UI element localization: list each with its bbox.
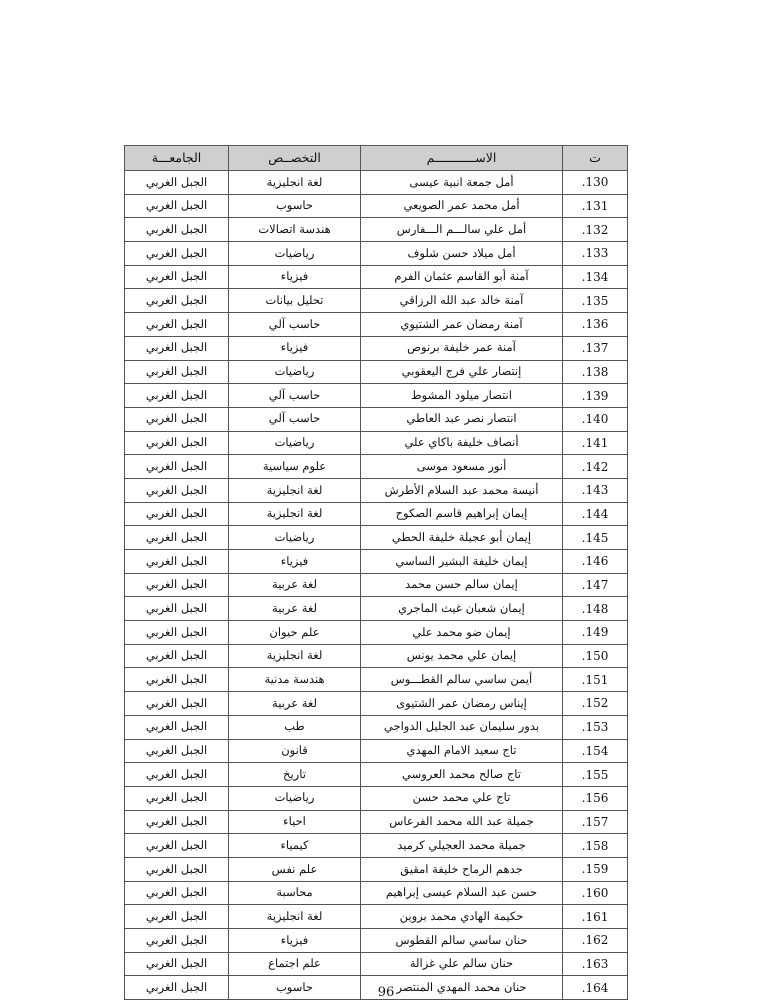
table-row	[125, 810, 628, 834]
table-row	[125, 929, 628, 953]
row-name: جميلة محمد العجيلي كرميد	[361, 834, 563, 858]
row-specialization: هندسة اتصالات	[229, 218, 361, 242]
row-name: انتصار نصر عبد العاطي	[361, 407, 563, 431]
row-university: الجبل الغربي	[125, 478, 229, 502]
row-number: .137	[563, 336, 628, 360]
table-row	[125, 194, 628, 218]
row-university: الجبل الغربي	[125, 834, 229, 858]
table-row	[125, 834, 628, 858]
row-number: .160	[563, 881, 628, 905]
row-university: الجبل الغربي	[125, 526, 229, 550]
table-row	[125, 763, 628, 787]
row-university: الجبل الغربي	[125, 573, 229, 597]
row-name: أنصاف خليفة باكاي علي	[361, 431, 563, 455]
row-name: أمل ميلاد حسن شلوف	[361, 242, 563, 266]
table-row	[125, 502, 628, 526]
row-name: أنور مسعود موسى	[361, 455, 563, 479]
header-specialization: التخصــص	[229, 146, 361, 171]
table-row	[125, 644, 628, 668]
row-number: .162	[563, 929, 628, 953]
row-university: الجبل الغربي	[125, 265, 229, 289]
row-university: الجبل الغربي	[125, 857, 229, 881]
row-number: .157	[563, 810, 628, 834]
row-university: الجبل الغربي	[125, 384, 229, 408]
row-number: .145	[563, 526, 628, 550]
row-specialization: لغة عربية	[229, 597, 361, 621]
row-specialization: تحليل بيانات	[229, 289, 361, 313]
table-row	[125, 455, 628, 479]
row-name: انتصار ميلود المشوط	[361, 384, 563, 408]
row-name: إيمان أبو عجيلة خليفة الحطي	[361, 526, 563, 550]
row-name: إيمان إبراهيم قاسم الصكوح	[361, 502, 563, 526]
row-number: .150	[563, 644, 628, 668]
row-university: الجبل الغربي	[125, 455, 229, 479]
row-university: الجبل الغربي	[125, 431, 229, 455]
row-number: .159	[563, 857, 628, 881]
row-university: الجبل الغربي	[125, 289, 229, 313]
table-row	[125, 384, 628, 408]
row-name: تاج صالح محمد العروسي	[361, 763, 563, 787]
table-row	[125, 573, 628, 597]
row-university: الجبل الغربي	[125, 668, 229, 692]
row-university: الجبل الغربي	[125, 550, 229, 574]
row-specialization: حاسب آلي	[229, 407, 361, 431]
table-row	[125, 715, 628, 739]
row-number: .140	[563, 407, 628, 431]
table-row	[125, 739, 628, 763]
row-specialization: تاريخ	[229, 763, 361, 787]
header-number: ت	[563, 146, 628, 171]
row-specialization: هندسة مدنية	[229, 668, 361, 692]
row-name: تاج سعيد الامام المهدي	[361, 739, 563, 763]
row-number: .154	[563, 739, 628, 763]
row-number: .138	[563, 360, 628, 384]
row-number: .164	[563, 976, 628, 1000]
row-number: .143	[563, 478, 628, 502]
header-name: الاســـــــــــم	[361, 146, 563, 171]
row-university: الجبل الغربي	[125, 360, 229, 384]
row-university: الجبل الغربي	[125, 715, 229, 739]
row-number: .130	[563, 171, 628, 195]
row-name: إنتصار علي فرج اليعقوبي	[361, 360, 563, 384]
row-specialization: لغة انجليزية	[229, 171, 361, 195]
row-specialization: علم حيوان	[229, 621, 361, 645]
table-row	[125, 313, 628, 337]
row-number: .151	[563, 668, 628, 692]
row-name: بدور سليمان عبد الجليل الدواجي	[361, 715, 563, 739]
row-specialization: لغة عربية	[229, 573, 361, 597]
row-name: آمنة رمضان عمر الشتيوي	[361, 313, 563, 337]
row-name: إيمان سالم حسن محمد	[361, 573, 563, 597]
row-specialization: حاسوب	[229, 194, 361, 218]
table-row	[125, 786, 628, 810]
table-row	[125, 905, 628, 929]
row-university: الجبل الغربي	[125, 218, 229, 242]
table-row	[125, 265, 628, 289]
table-row	[125, 857, 628, 881]
row-specialization: علوم سياسية	[229, 455, 361, 479]
row-university: الجبل الغربي	[125, 739, 229, 763]
row-number: .135	[563, 289, 628, 313]
table-row	[125, 952, 628, 976]
row-name: إيناس رمضان عمر الشتيوى	[361, 692, 563, 716]
row-specialization: علم اجتماع	[229, 952, 361, 976]
row-university: الجبل الغربي	[125, 881, 229, 905]
row-university: الجبل الغربي	[125, 313, 229, 337]
row-specialization: حاسوب	[229, 976, 361, 1000]
row-university: الجبل الغربي	[125, 336, 229, 360]
row-specialization: رياضيات	[229, 360, 361, 384]
row-university: الجبل الغربي	[125, 763, 229, 787]
row-name: أمل محمد عمر الصويعي	[361, 194, 563, 218]
row-specialization: قانون	[229, 739, 361, 763]
table-row	[125, 289, 628, 313]
row-number: .146	[563, 550, 628, 574]
row-university: الجبل الغربي	[125, 407, 229, 431]
table-body	[125, 171, 628, 1000]
table-row	[125, 881, 628, 905]
row-specialization: رياضيات	[229, 242, 361, 266]
row-number: .131	[563, 194, 628, 218]
row-specialization: رياضيات	[229, 526, 361, 550]
row-university: الجبل الغربي	[125, 242, 229, 266]
row-university: الجبل الغربي	[125, 692, 229, 716]
table-row	[125, 171, 628, 195]
table-row	[125, 431, 628, 455]
student-roster-table	[124, 145, 628, 1000]
row-name: إيمان خليفة البشير الساسي	[361, 550, 563, 574]
row-university: الجبل الغربي	[125, 194, 229, 218]
row-number: .147	[563, 573, 628, 597]
table-row	[125, 550, 628, 574]
row-name: جدهم الرماح خليفة امقيق	[361, 857, 563, 881]
row-university: الجبل الغربي	[125, 644, 229, 668]
row-specialization: فيزياء	[229, 929, 361, 953]
header-university: الجامعـــة	[125, 146, 229, 171]
row-number: .132	[563, 218, 628, 242]
row-specialization: لغة عربية	[229, 692, 361, 716]
row-university: الجبل الغربي	[125, 171, 229, 195]
row-name: أمل علي سالـــم الـــفارس	[361, 218, 563, 242]
row-number: .149	[563, 621, 628, 645]
table-row	[125, 597, 628, 621]
row-specialization: فيزياء	[229, 265, 361, 289]
row-university: الجبل الغربي	[125, 502, 229, 526]
row-name: أمل جمعة انبية عيسى	[361, 171, 563, 195]
row-university: الجبل الغربي	[125, 976, 229, 1000]
row-name: حنان محمد المهدي المنتصر	[361, 976, 563, 1000]
row-name: إيمان شعبان غيث الماجري	[361, 597, 563, 621]
row-specialization: لغة انجليزية	[229, 502, 361, 526]
row-specialization: كيمياء	[229, 834, 361, 858]
row-number: .134	[563, 265, 628, 289]
row-name: حكيمة الهادي محمد بروين	[361, 905, 563, 929]
row-number: .148	[563, 597, 628, 621]
row-number: .163	[563, 952, 628, 976]
row-specialization: رياضيات	[229, 786, 361, 810]
row-number: .158	[563, 834, 628, 858]
row-university: الجبل الغربي	[125, 929, 229, 953]
row-name: آمنة خالد عبد الله الرزاقي	[361, 289, 563, 313]
table-header-row	[125, 146, 628, 171]
row-name: حسن عبد السلام عيسى إبراهيم	[361, 881, 563, 905]
row-name: أيمن ساسي سالم القطـــوس	[361, 668, 563, 692]
row-name: أنيسة محمد عبد السلام الأطرش	[361, 478, 563, 502]
row-number: .136	[563, 313, 628, 337]
row-number: .139	[563, 384, 628, 408]
table-row	[125, 336, 628, 360]
table-row	[125, 407, 628, 431]
table-row	[125, 526, 628, 550]
row-name: آمنة عمر خليفة برنوص	[361, 336, 563, 360]
row-number: .141	[563, 431, 628, 455]
row-specialization: فيزياء	[229, 336, 361, 360]
table-row	[125, 621, 628, 645]
row-number: .161	[563, 905, 628, 929]
row-number: .133	[563, 242, 628, 266]
row-university: الجبل الغربي	[125, 786, 229, 810]
row-specialization: لغة انجليزية	[229, 905, 361, 929]
row-number: .155	[563, 763, 628, 787]
row-specialization: طب	[229, 715, 361, 739]
table-row	[125, 478, 628, 502]
row-name: إيمان علي محمد يونس	[361, 644, 563, 668]
row-number: .156	[563, 786, 628, 810]
table-row	[125, 668, 628, 692]
row-specialization: حاسب آلي	[229, 384, 361, 408]
table-row	[125, 692, 628, 716]
row-name: حنان سالم علي غزالة	[361, 952, 563, 976]
row-number: .152	[563, 692, 628, 716]
row-number: .153	[563, 715, 628, 739]
row-name: حنان ساسي سالم القطوس	[361, 929, 563, 953]
row-specialization: لغة انجليزية	[229, 478, 361, 502]
row-number: .144	[563, 502, 628, 526]
table-row	[125, 360, 628, 384]
row-university: الجبل الغربي	[125, 905, 229, 929]
row-name: آمنة أبو القاسم عثمان الفرم	[361, 265, 563, 289]
row-university: الجبل الغربي	[125, 810, 229, 834]
row-specialization: علم نفس	[229, 857, 361, 881]
table-row	[125, 242, 628, 266]
row-specialization: رياضيات	[229, 431, 361, 455]
row-specialization: لغة انجليزية	[229, 644, 361, 668]
row-name: جميلة عبد الله محمد الفرعاس	[361, 810, 563, 834]
row-name: إيمان ضو محمد علي	[361, 621, 563, 645]
table-row	[125, 218, 628, 242]
row-specialization: فيزياء	[229, 550, 361, 574]
row-specialization: حاسب آلي	[229, 313, 361, 337]
row-specialization: محاسبة	[229, 881, 361, 905]
row-university: الجبل الغربي	[125, 597, 229, 621]
page-number: 96	[377, 985, 395, 1000]
row-university: الجبل الغربي	[125, 621, 229, 645]
row-number: .142	[563, 455, 628, 479]
row-university: الجبل الغربي	[125, 952, 229, 976]
row-specialization: احياء	[229, 810, 361, 834]
row-name: تاج علي محمد حسن	[361, 786, 563, 810]
